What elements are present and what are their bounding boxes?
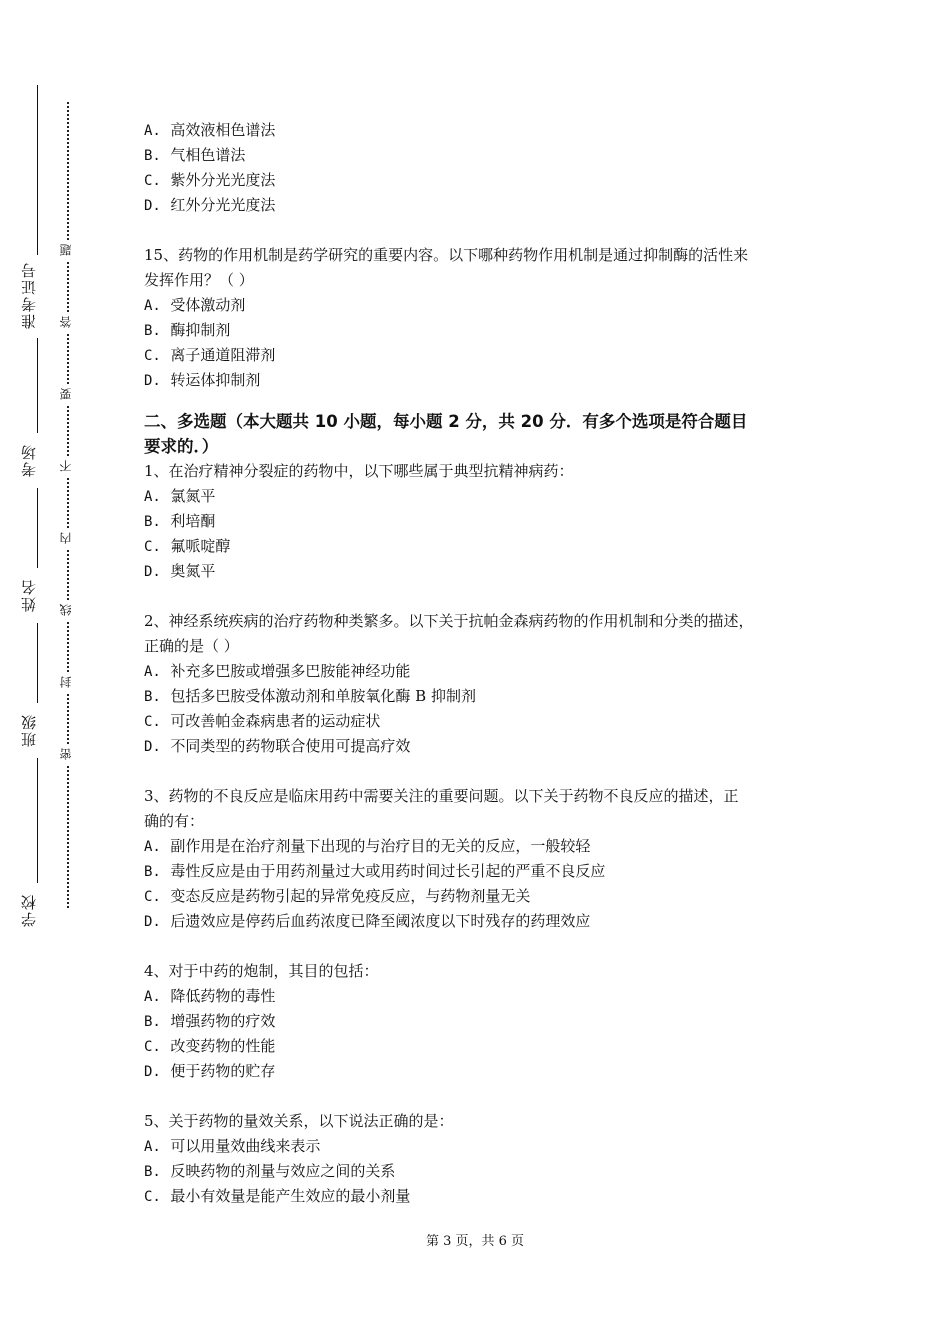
- option-row: B. 利培酮: [144, 512, 216, 530]
- option-row: B. 包括多巴胺受体激动剂和单胺氧化酶 B 抑制剂: [144, 687, 476, 705]
- option-row: A. 高效液相色谱法: [144, 121, 276, 139]
- option-row: D. 不同类型的药物联合使用可提高疗效: [144, 737, 411, 755]
- option-row: A. 降低药物的毒性: [144, 987, 276, 1005]
- option-row: A. 副作用是在治疗剂量下出现的与治疗目的无关的反应，一般较轻: [144, 837, 591, 855]
- option-row: D. 便于药物的贮存: [144, 1062, 276, 1080]
- prev-question-options: [144, 118, 824, 218]
- question-stem: 4、对于中药的炮制，其目的包括：: [144, 962, 379, 980]
- exam-room-label: 考场: [20, 443, 38, 477]
- option-row: D. 红外分光光度法: [144, 196, 276, 214]
- question-m1: [144, 459, 824, 584]
- question-m3: [144, 784, 824, 934]
- margin-line: [37, 338, 38, 433]
- question-15: [144, 243, 824, 393]
- seal-char: 密: [60, 744, 76, 764]
- page-number: 第 3 页，共 6 页: [425, 1234, 525, 1249]
- option-row: C. 离子通道阻滞剂: [144, 346, 276, 364]
- question-stem: 15、药物的作用机制是药学研究的重要内容。以下哪种药物作用机制是通过抑制酶的活性来: [144, 246, 749, 264]
- question-stem: 5、关于药物的量效关系，以下说法正确的是：: [144, 1112, 454, 1130]
- seal-char: 要: [60, 384, 76, 404]
- option-row: A. 可以用量效曲线来表示: [144, 1137, 321, 1155]
- question-stem: 2、神经系统疾病的治疗药物种类繁多。以下关于抗帕金森病药物的作用机制和分类的描述，: [144, 612, 754, 630]
- margin-line: [37, 85, 38, 255]
- option-row: B. 毒性反应是由于用药剂量过大或用药时间过长引起的严重不良反应: [144, 862, 606, 880]
- option-row: A. 受体激动剂: [144, 296, 246, 314]
- option-row: B. 增强药物的疗效: [144, 1012, 276, 1030]
- option-row: C. 紫外分光光度法: [144, 171, 276, 189]
- option-row: B. 反映药物的剂量与效应之间的关系: [144, 1162, 396, 1180]
- question-m5: [144, 1109, 824, 1209]
- option-row: A. 氯氮平: [144, 487, 216, 505]
- question-m2: [144, 609, 824, 759]
- margin-line: [37, 488, 38, 568]
- name-label: 姓名: [20, 578, 38, 612]
- option-row: A. 补充多巴胺或增强多巴胺能神经功能: [144, 662, 411, 680]
- seal-dotted-line: [67, 102, 69, 908]
- option-row: D. 奥氮平: [144, 562, 216, 580]
- option-row: C. 最小有效量是能产生效应的最小剂量: [144, 1187, 411, 1205]
- exam-id-label: 准考证号: [20, 261, 38, 329]
- question-stem: 1、在治疗精神分裂症的药物中，以下哪些属于典型抗精神病药：: [144, 462, 574, 480]
- option-row: C. 氟哌啶醇: [144, 537, 231, 555]
- seal-char: 线: [60, 600, 76, 620]
- seal-char: 题: [60, 240, 76, 260]
- seal-char: 内: [60, 528, 76, 548]
- page-content: [144, 118, 824, 1209]
- seal-char: 答: [60, 312, 76, 332]
- question-stem: 发挥作用？（ ）: [144, 271, 254, 289]
- school-label: 学校: [20, 893, 38, 927]
- option-row: C. 改变药物的性能: [144, 1037, 276, 1055]
- margin-line: [37, 758, 38, 883]
- option-row: C. 变态反应是药物引起的异常免疫反应，与药物剂量无关: [144, 887, 531, 905]
- option-row: D. 后遗效应是停药后血药浓度已降至阈浓度以下时残存的药理效应: [144, 912, 591, 930]
- option-row: C. 可改善帕金森病患者的运动症状: [144, 712, 381, 730]
- question-stem: 3、药物的不良反应是临床用药中需要关注的重要问题。以下关于药物不良反应的描述，正: [144, 787, 739, 805]
- class-label: 班级: [20, 713, 38, 747]
- option-row: B. 气相色谱法: [144, 146, 246, 164]
- margin-line: [37, 623, 38, 703]
- option-row: B. 酶抑制剂: [144, 321, 231, 339]
- question-stem: 确的有：: [144, 812, 205, 830]
- question-m4: [144, 959, 824, 1084]
- question-stem: 正确的是（ ）: [144, 637, 239, 655]
- option-row: D. 转运体抑制剂: [144, 371, 261, 389]
- seal-char: 封: [60, 672, 76, 692]
- seal-char: 不: [60, 456, 76, 476]
- section-heading: 二、多选题（本大题共 10 小题，每小题 2 分，共 20 分．有多个选项是符合题目 要求的．）: [144, 412, 748, 456]
